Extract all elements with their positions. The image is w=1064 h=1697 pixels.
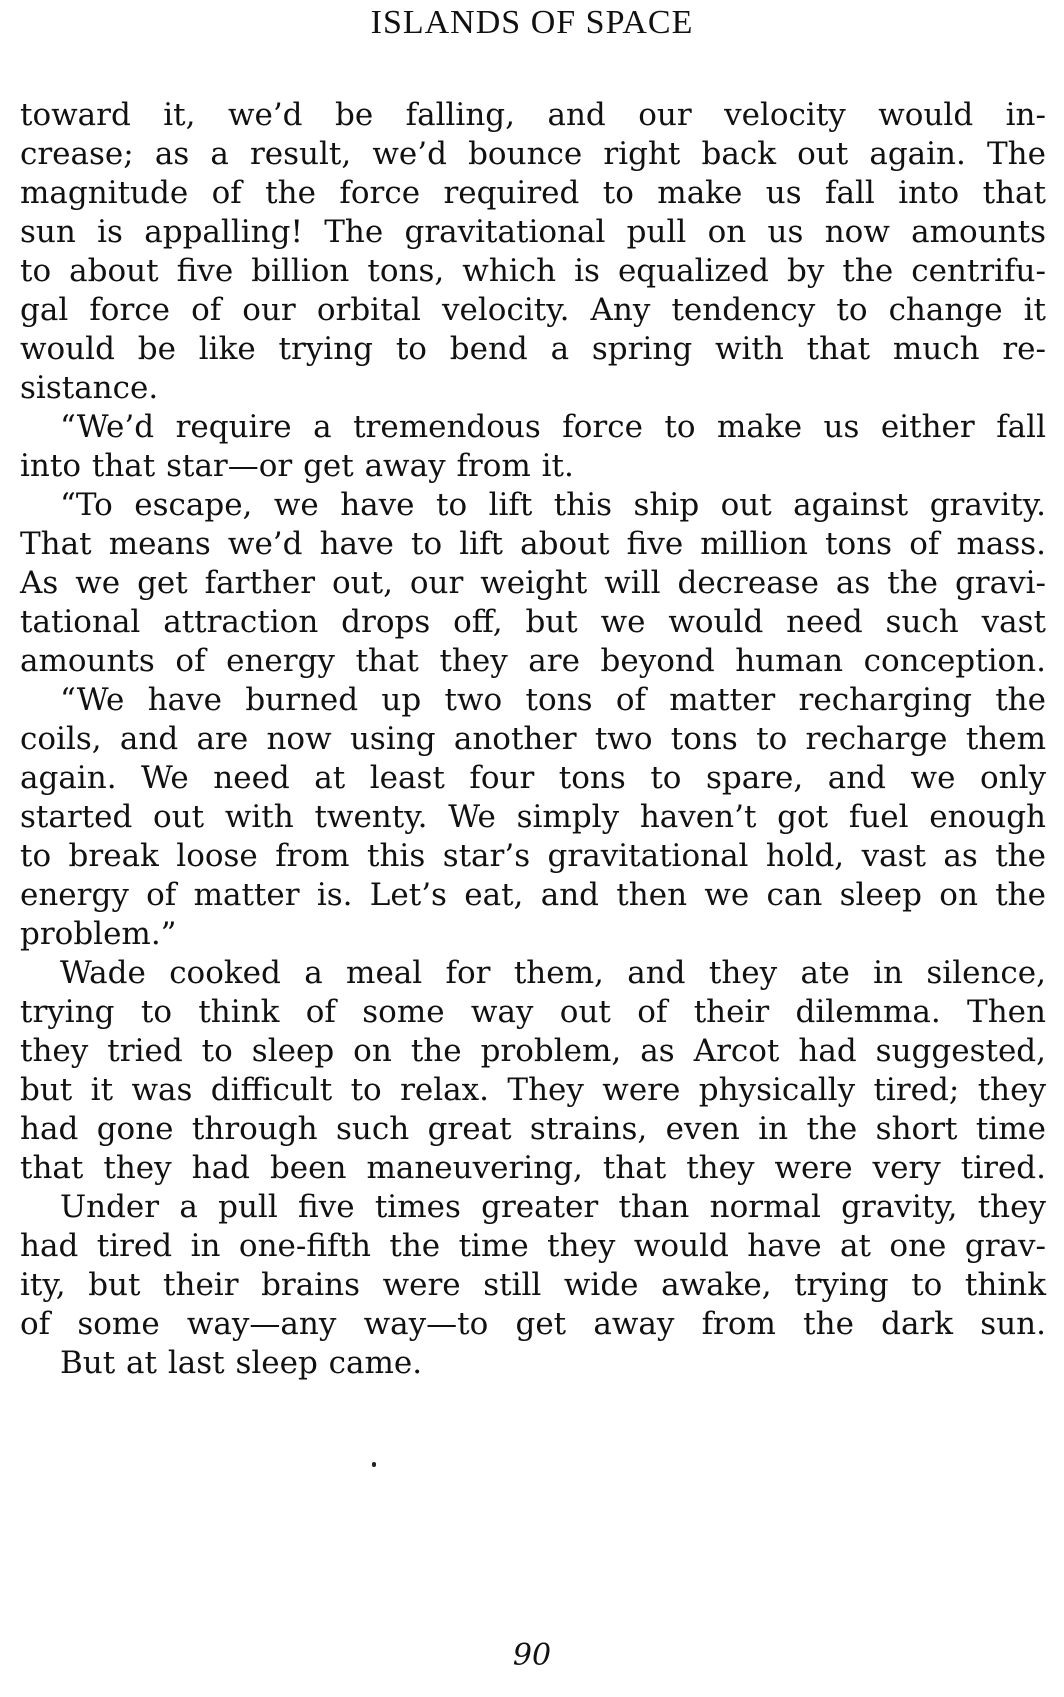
text-line: magnitude of the force required to make us fall into that (20, 175, 1046, 211)
text-line: sun is appalling! The gravitational pull on us now amounts (20, 214, 1046, 250)
text-line: would be like trying to bend a spring with that much re- (20, 331, 1046, 367)
text-line: gal force of our orbital velocity. Any tendency to change it (20, 292, 1046, 328)
text-line: tational attraction drops off, but we would need such vast (20, 604, 1046, 640)
text-line: amounts of energy that they are beyond human conception. (20, 643, 1046, 679)
text-line: “We’d require a tremendous force to make us either fall (60, 409, 1046, 445)
text-line: again. We need at least four tons to spare, and we only (20, 760, 1046, 796)
print-speck (372, 1462, 376, 1467)
text-line: started out with twenty. We simply haven’t got fuel enough (20, 799, 1046, 835)
text-line: crease; as a result, we’d bounce right back out again. The (20, 136, 1046, 172)
text-line: toward it, we’d be falling, and our velocity would in- (20, 97, 1046, 133)
text-line: That means we’d have to lift about five million tons of mass. (20, 526, 1046, 562)
text-line: but it was difficult to relax. They were physically tired; they (20, 1072, 1046, 1108)
text-line: As we get farther out, our weight will decrease as the gravi- (20, 565, 1046, 601)
text-line: to about five billion tons, which is equalized by the centrifu- (20, 253, 1046, 289)
text-line: had gone through such great strains, even in the short time (20, 1111, 1046, 1147)
text-line: to break loose from this star’s gravitational hold, vast as the (20, 838, 1046, 874)
text-line: into that star—or get away from it. (20, 448, 574, 484)
text-line: they tried to sleep on the problem, as Arcot had suggested, (20, 1033, 1046, 1069)
text-line: But at last sleep came. (60, 1345, 423, 1381)
text-line: of some way—any way—to get away from the dark sun. (20, 1306, 1046, 1342)
body-text (20, 96, 1046, 1383)
text-line: “To escape, we have to lift this ship out against gravity. (60, 487, 1046, 523)
text-line: “We have burned up two tons of matter recharging the (60, 682, 1046, 718)
page-number: 90 (512, 1638, 552, 1673)
text-line: Wade cooked a meal for them, and they ate in silence, (60, 955, 1046, 991)
text-line: that they had been maneuvering, that they were very tired. (20, 1150, 1046, 1186)
text-line: sistance. (20, 370, 159, 406)
text-line: had tired in one-fifth the time they would have at one grav- (20, 1228, 1046, 1264)
text-line: energy of matter is. Let’s eat, and then we can sleep on the (20, 877, 1046, 913)
running-head-title: ISLANDS OF SPACE (370, 4, 694, 41)
text-line: problem.” (20, 916, 177, 952)
text-line: trying to think of some way out of their dilemma. Then (20, 994, 1046, 1030)
text-line: Under a pull five times greater than normal gravity, they (60, 1189, 1046, 1225)
text-line: ity, but their brains were still wide awake, trying to think (20, 1267, 1046, 1303)
text-line: coils, and are now using another two tons to recharge them (20, 721, 1046, 757)
